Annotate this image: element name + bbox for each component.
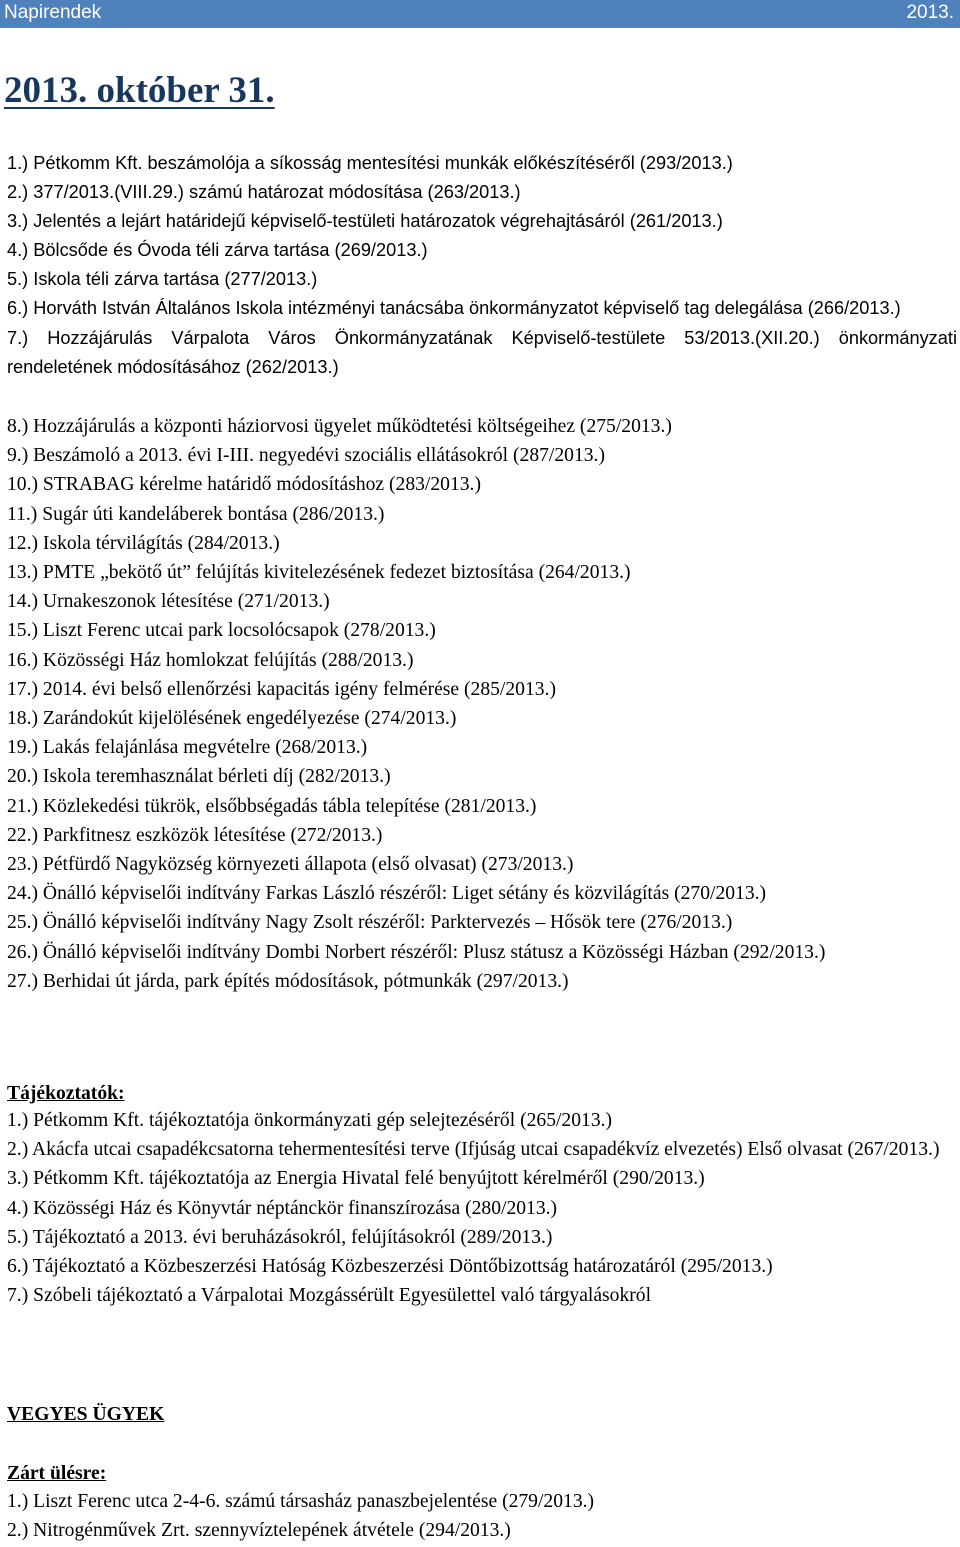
agenda-item: 24.) Önálló képviselői indítvány Farkas László részéről: Liget sétány és közvilágítás (270/2013.) [7,883,767,905]
agenda-item: 16.) Közösségi Ház homlokzat felújítás (288/2013.) [7,649,414,671]
agenda-item: 26.) Önálló képviselői indítvány Dombi Norbert részéről: Plusz státusz a Közösségi Házban (292/2013.) [7,941,826,963]
agenda-item: 27.) Berhidai út járda, park építés módosítások, pótmunkák (297/2013.) [7,970,569,992]
header-title: Napirendek [4,2,102,23]
agenda-item: 17.) 2014. évi belső ellenőrzési kapacitás igény felmérése (285/2013.) [7,678,556,700]
info-item: 3.) Pétkomm Kft. tájékoztatója az Energia Hivatal felé benyújtott kérelméről (290/2013.) [7,1168,705,1190]
agenda-item: 21.) Közlekedési tükrök, elsőbbségadás tábla telepítése (281/2013.) [7,795,537,817]
agenda-item: 6.) Horváth István Általános Iskola intézményi tanácsába önkormányzatot képviselő tag delegálása (266/2013.) [7,298,901,319]
agenda-item: 23.) Pétfürdő Nagyközség környezeti állapota (első olvasat) (273/2013.) [7,854,574,876]
agenda-item: 19.) Lakás felajánlása megvételre (268/2013.) [7,737,368,759]
agenda-item: 9.) Beszámoló a 2013. évi I-III. negyedévi szociális ellátásokról (287/2013.) [7,445,605,467]
agenda-item: 8.) Hozzájárulás a központi háziorvosi ügyelet működtetési költségeihez (275/2013.) [7,416,672,437]
info-item: 2.) Akácfa utcai csapadékcsatorna tehermentesítési terve (Ifjúság utcai csapadékvíz elvezetés) Első olvasat (267/2013.) [7,1139,940,1161]
closed-session-heading: Zárt ülésre: [7,1463,107,1484]
closed-session-list [7,1487,959,1545]
agenda-item: 3.) Jelentés a lejárt határidejű képviselő-testületi határozatok végrehajtásáról (261/2013.) [7,211,723,232]
agenda-item: 22.) Parkfitnesz eszközök létesítése (272/2013.) [7,824,383,846]
agenda-item: 4.) Bölcsőde és Óvoda téli zárva tartása (269/2013.) [7,240,428,261]
agenda-item: 25.) Önálló képviselői indítvány Nagy Zsolt részéről: Parktervezés – Hősök tere (276/2013.) [7,912,733,934]
agenda-item: 20.) Iskola teremhasználat bérleti díj (282/2013.) [7,766,391,788]
info-item: 6.) Tájékoztató a Közbeszerzési Hatóság Közbeszerzési Döntőbizottság határozatáról (295/2013.) [7,1256,773,1278]
meeting-date-title: 2013. október 31. [4,70,275,111]
agenda-item: 5.) Iskola téli zárva tartása (277/2013.) [7,269,318,290]
agenda-list-part-2 [7,412,959,996]
closed-session-item: 1.) Liszt Ferenc utca 2-4-6. számú társasház panaszbejelentése (279/2013.) [7,1491,595,1512]
info-section-heading: Tájékoztatók: [7,1083,125,1104]
page-header [0,0,960,28]
info-item: 7.) Szóbeli tájékoztató a Várpalotai Mozgássérült Egyesülettel való tárgyalásokról [7,1285,652,1307]
info-list [7,1106,959,1310]
agenda-item: 14.) Urnakeszonok létesítése (271/2013.) [7,591,330,613]
agenda-item: 2.) 377/2013.(VIII.29.) számú határozat módosítása (263/2013.) [7,182,521,203]
agenda-item: 10.) STRABAG kérelme határidő módosításhoz (283/2013.) [7,474,481,496]
agenda-item: 18.) Zarándokút kijelölésének engedélyezése (274/2013.) [7,708,457,730]
agenda-item: 12.) Iskola térvilágítás (284/2013.) [7,532,280,554]
agenda-item: 7.) Hozzájárulás Várpalota Város Önkormányzatának Képviselő-testülete 53/2013.(XII.20.) önkormányzati rendeletének módosításához (262/2013.) [7,327,957,377]
info-item: 1.) Pétkomm Kft. tájékoztatója önkormányzati gép selejtezéséről (265/2013.) [7,1110,613,1131]
agenda-item: 1.) Pétkomm Kft. beszámolója a síkosság mentesítési munkák előkészítéséről (293/2013.) [7,153,733,173]
closed-session-item: 2.) Nitrogénművek Zrt. szennyvíztelepének átvétele (294/2013.) [7,1520,511,1542]
agenda-list-part-1 [7,149,957,382]
agenda-item: 15.) Liszt Ferenc utcai park locsolócsapok (278/2013.) [7,620,436,642]
info-item: 5.) Tájékoztató a 2013. évi beruházásokról, felújításokról (289/2013.) [7,1226,553,1248]
misc-section-heading: VEGYES ÜGYEK [7,1404,165,1425]
agenda-item: 11.) Sugár úti kandeláberek bontása (286/2013.) [7,503,385,525]
header-year: 2013. [906,2,954,23]
agenda-item: 13.) PMTE „bekötő út” felújítás kivitelezésének fedezet biztosítása (264/2013.) [7,562,631,584]
info-item: 4.) Közösségi Ház és Könyvtár néptánckör finanszírozása (280/2013.) [7,1197,558,1219]
